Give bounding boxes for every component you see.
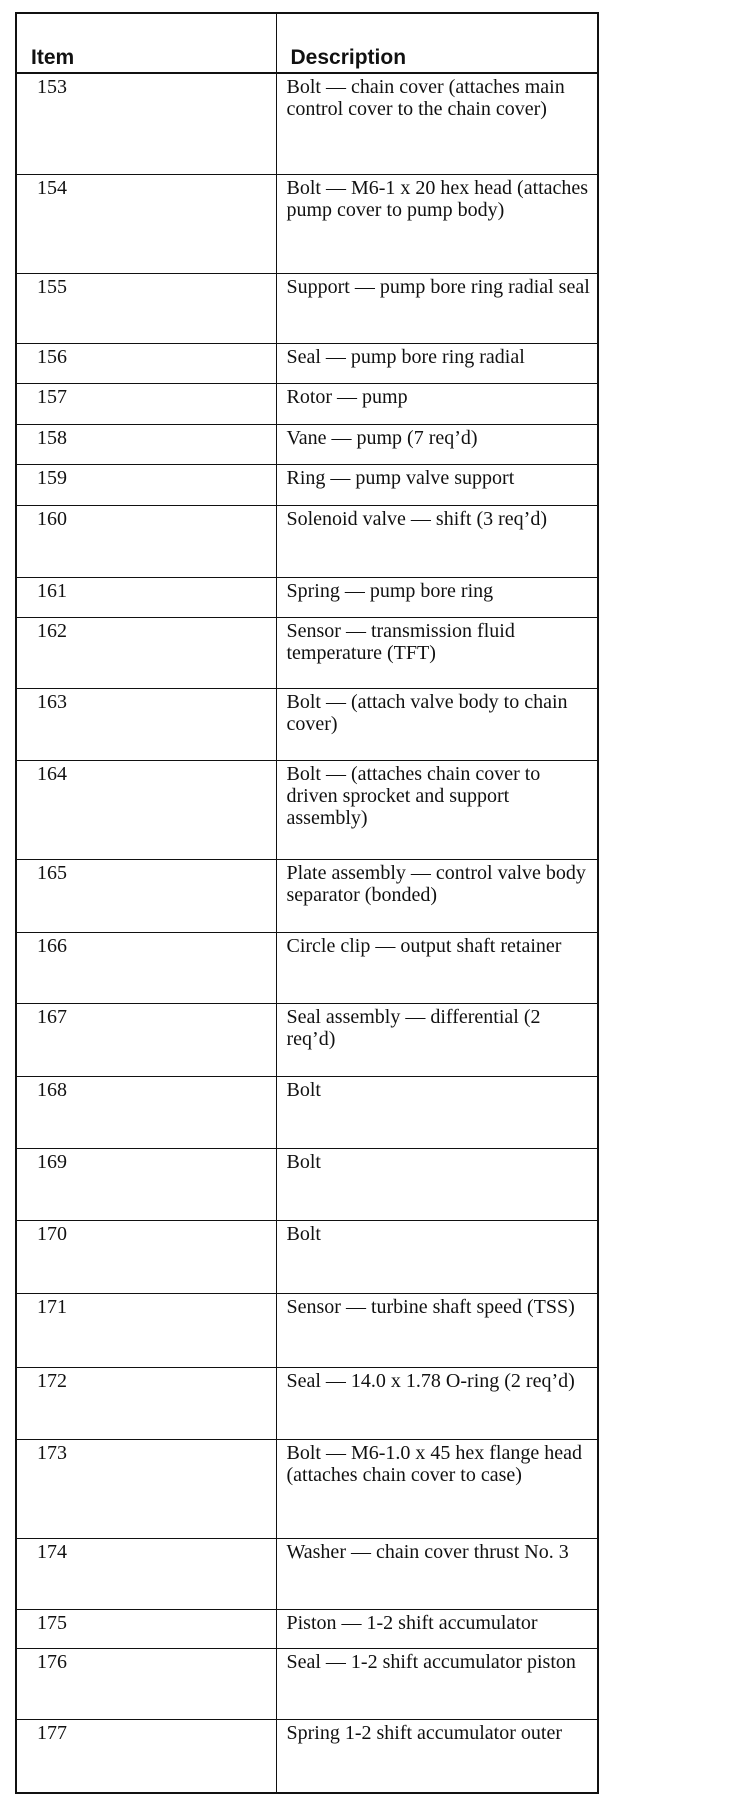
item-number: 159 [16,465,276,505]
item-description: Vane — pump (7 req’d) [276,424,598,464]
item-description: Bolt — M6-1 x 20 hex head (attaches pump cover to pump body) [276,174,598,274]
parts-table [15,12,599,1794]
item-number: 157 [16,384,276,424]
item-description: Plate assembly — control valve body separator (bonded) [276,859,598,932]
item-number: 173 [16,1439,276,1539]
item-description: Circle clip — output shaft retainer [276,932,598,1003]
item-number: 162 [16,618,276,689]
item-number: 155 [16,274,276,344]
table-row [16,1720,598,1793]
table-row [16,577,598,617]
header-row [16,13,598,73]
table-row [16,1148,598,1220]
item-number: 176 [16,1649,276,1720]
item-number: 171 [16,1294,276,1367]
item-description: Bolt — chain cover (attaches main control cover to the chain cover) [276,73,598,174]
item-number: 172 [16,1367,276,1439]
table-row [16,760,598,859]
item-description: Piston — 1-2 shift accumulator [276,1610,598,1649]
table-row [16,274,598,344]
item-number: 161 [16,577,276,617]
item-number: 175 [16,1610,276,1649]
item-number: 163 [16,688,276,760]
item-number: 160 [16,505,276,577]
item-number: 174 [16,1539,276,1610]
table-row [16,1003,598,1076]
item-column-header: Item [16,13,276,73]
item-number: 168 [16,1076,276,1148]
table-row [16,73,598,174]
item-description: Bolt [276,1148,598,1220]
item-description: Bolt [276,1076,598,1148]
item-description: Spring 1-2 shift accumulator outer [276,1720,598,1793]
table-row [16,384,598,424]
item-number: 156 [16,343,276,383]
table-row [16,1649,598,1720]
table-row [16,859,598,932]
item-description: Washer — chain cover thrust No. 3 [276,1539,598,1610]
item-number: 154 [16,174,276,274]
item-description: Rotor — pump [276,384,598,424]
table-row [16,343,598,383]
table-row [16,618,598,689]
table-row [16,1220,598,1293]
table-row [16,174,598,274]
table-row [16,1294,598,1367]
item-number: 177 [16,1720,276,1793]
table-row [16,932,598,1003]
item-number: 158 [16,424,276,464]
item-description: Sensor — transmission fluid temperature (TFT) [276,618,598,689]
item-description: Spring — pump bore ring [276,577,598,617]
item-description: Ring — pump valve support [276,465,598,505]
table-row [16,688,598,760]
item-number: 153 [16,73,276,174]
item-description: Seal — pump bore ring radial [276,343,598,383]
item-description: Seal — 14.0 x 1.78 O-ring (2 req’d) [276,1367,598,1439]
item-number: 167 [16,1003,276,1076]
item-number: 165 [16,859,276,932]
item-number: 169 [16,1148,276,1220]
item-description: Sensor — turbine shaft speed (TSS) [276,1294,598,1367]
table-row [16,1439,598,1539]
table-row [16,1610,598,1649]
item-number: 164 [16,760,276,859]
table-row [16,1076,598,1148]
item-number: 166 [16,932,276,1003]
table-row [16,1367,598,1439]
item-description: Solenoid valve — shift (3 req’d) [276,505,598,577]
item-description: Bolt — (attach valve body to chain cover) [276,688,598,760]
item-description: Bolt — (attaches chain cover to driven sprocket and support assembly) [276,760,598,859]
item-number: 170 [16,1220,276,1293]
item-description: Bolt — M6-1.0 x 45 hex flange head (attaches chain cover to case) [276,1439,598,1539]
table-row [16,465,598,505]
item-description: Seal assembly — differential (2 req’d) [276,1003,598,1076]
item-description: Support — pump bore ring radial seal [276,274,598,344]
item-description: Bolt [276,1220,598,1293]
table-row [16,1539,598,1610]
item-description: Seal — 1-2 shift accumulator piston [276,1649,598,1720]
table-row [16,505,598,577]
table-row [16,424,598,464]
description-column-header: Description [276,13,598,73]
